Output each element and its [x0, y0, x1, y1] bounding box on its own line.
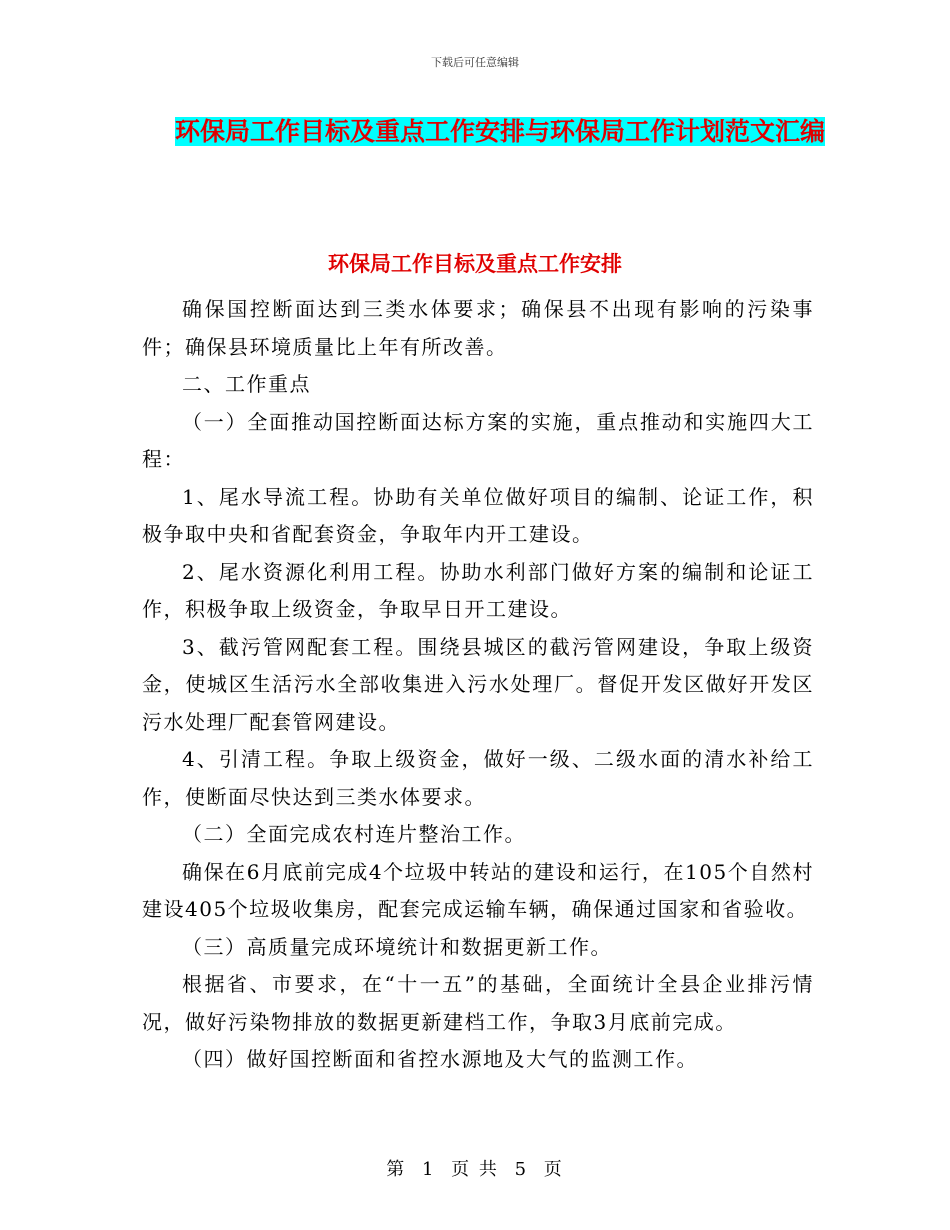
section-heading: 环保局工作目标及重点工作安排 [328, 251, 622, 276]
document-body [142, 291, 814, 1079]
paragraph: （二）全面完成农村连片整治工作。 [182, 822, 526, 846]
paragraph: 2、尾水资源化利用工程。协助水利部门做好方案的编制和论证工作，积极争取上级资金，争取早日开工建设。 [142, 559, 814, 621]
footer-prefix: 第 [386, 1159, 407, 1180]
page-header-note: 下载后可任意编辑 [431, 56, 519, 69]
footer-suffix: 页 [543, 1159, 564, 1180]
footer-total-pages: 5 [514, 1159, 529, 1180]
paragraph: 确保国控断面达到三类水体要求；确保县不出现有影响的污染事件；确保县环境质量比上年有所改善。 [142, 297, 814, 359]
footer-page-number: 1 [421, 1159, 436, 1180]
page-footer [0, 1155, 950, 1181]
paragraph: 4、引清工程。争取上级资金，做好一级、二级水面的清水补给工作，使断面尽快达到三类水体要求。 [142, 747, 814, 809]
footer-middle: 页 共 [451, 1159, 499, 1180]
paragraph: （一）全面推动国控断面达标方案的实施，重点推动和实施四大工程： [142, 409, 814, 471]
paragraph: （三）高质量完成环境统计和数据更新工作。 [182, 934, 612, 959]
paragraph: （四）做好国控断面和省控水源地及大气的监测工作。 [182, 1047, 698, 1071]
document-title [140, 110, 860, 153]
paragraph: 根据省、市要求，在“十一五”的基础，全面统计全县企业排污情况，做好污染物排放的数据更新建档工作，争取3月底前完成。 [142, 972, 814, 1034]
document-title-text: 环保局工作目标及重点工作安排与环保局工作计划范文汇编 [174, 117, 825, 146]
paragraph: 确保在6月底前完成4个垃圾中转站的建设和运行，在105个自然村建设405个垃圾收集房，配套完成运输车辆，确保通过国家和省验收。 [142, 859, 814, 921]
paragraph: 3、截污管网配套工程。围绕县城区的截污管网建设，争取上级资金，使城区生活污水全部收集进入污水处理厂。督促开发区做好开发区污水处理厂配套管网建设。 [142, 634, 814, 734]
paragraph: 1、尾水导流工程。协助有关单位做好项目的编制、论证工作，积极争取中央和省配套资金，争取年内开工建设。 [142, 484, 814, 546]
paragraph: 二、工作重点 [182, 372, 311, 396]
